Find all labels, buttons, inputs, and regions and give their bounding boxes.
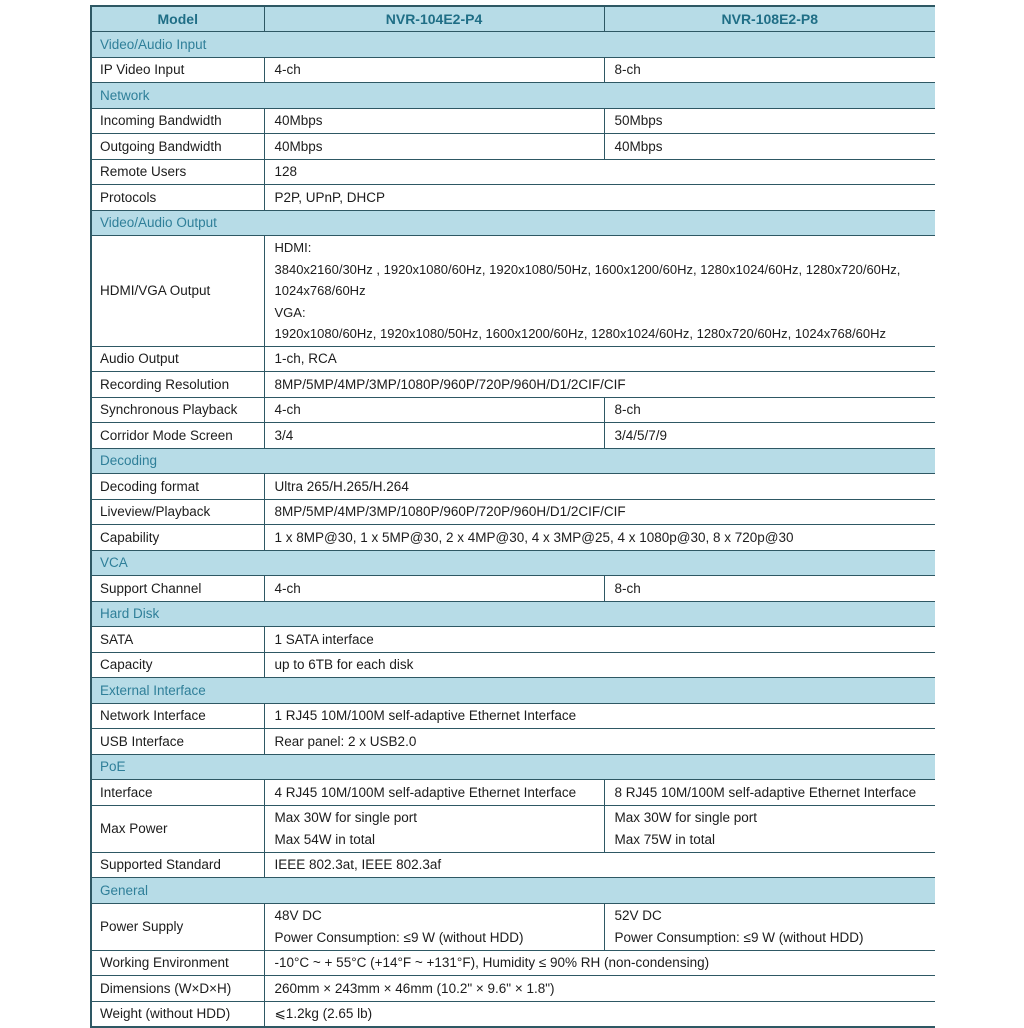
row-decoding-format <box>91 474 935 500</box>
row-label: HDMI/VGA Output <box>91 236 264 347</box>
row-value: 1-ch, RCA <box>264 346 935 372</box>
row-value-right: 8 RJ45 10M/100M self-adaptive Ethernet Interface <box>604 780 935 806</box>
row-max-power <box>91 805 935 852</box>
power-supply-left-line1: 48V DC <box>274 908 322 923</box>
row-label: Interface <box>91 780 264 806</box>
row-value: 1 SATA interface <box>264 627 935 653</box>
row-label: Capability <box>91 525 264 551</box>
row-label: Synchronous Playback <box>91 397 264 423</box>
row-value-left <box>264 903 604 950</box>
row-supported-standard <box>91 852 935 878</box>
row-value: 8MP/5MP/4MP/3MP/1080P/960P/720P/960H/D1/2CIF/CIF <box>264 499 935 525</box>
row-label: Capacity <box>91 652 264 678</box>
section-title: Network <box>91 83 935 109</box>
section-poe <box>91 754 935 780</box>
row-corridor-mode-screen <box>91 423 935 449</box>
section-title: External Interface <box>91 678 935 704</box>
row-outgoing-bandwidth <box>91 134 935 160</box>
section-title: General <box>91 878 935 904</box>
row-value: ⩽1.2kg (2.65 lb) <box>264 1001 935 1027</box>
row-weight <box>91 1001 935 1027</box>
hdmi-heading: HDMI: <box>274 240 312 255</box>
power-supply-right-line2: Power Consumption: ≤9 W (without HDD) <box>614 929 864 945</box>
max-power-right-line2: Max 75W in total <box>614 831 716 847</box>
power-supply-right-line1: 52V DC <box>614 908 662 923</box>
section-decoding <box>91 448 935 474</box>
row-label: IP Video Input <box>91 57 264 83</box>
row-label: Liveview/Playback <box>91 499 264 525</box>
row-dimensions <box>91 976 935 1002</box>
row-power-supply <box>91 903 935 950</box>
row-value-left: 40Mbps <box>264 134 604 160</box>
row-label: Recording Resolution <box>91 372 264 398</box>
row-value <box>264 236 935 347</box>
section-video-audio-input <box>91 32 935 58</box>
row-value-left: 3/4 <box>264 423 604 449</box>
max-power-right-line1: Max 30W for single port <box>614 810 758 825</box>
row-label: Max Power <box>91 805 264 852</box>
row-label: Incoming Bandwidth <box>91 108 264 134</box>
row-value: up to 6TB for each disk <box>264 652 935 678</box>
section-title: Video/Audio Output <box>91 210 935 236</box>
row-value: Rear panel: 2 x USB2.0 <box>264 729 935 755</box>
section-title: Decoding <box>91 448 935 474</box>
table-header-row <box>91 6 935 32</box>
row-capability <box>91 525 935 551</box>
row-value: 260mm × 243mm × 46mm (10.2" × 9.6" × 1.8") <box>264 976 935 1002</box>
section-general <box>91 878 935 904</box>
row-protocols <box>91 185 935 211</box>
spec-table <box>90 5 935 1028</box>
row-label: Network Interface <box>91 703 264 729</box>
row-poe-interface <box>91 780 935 806</box>
row-label: Audio Output <box>91 346 264 372</box>
row-label: Decoding format <box>91 474 264 500</box>
row-ip-video-input <box>91 57 935 83</box>
power-supply-left-line2: Power Consumption: ≤9 W (without HDD) <box>274 929 524 945</box>
section-network <box>91 83 935 109</box>
row-liveview-playback <box>91 499 935 525</box>
hdmi-resolutions: 3840x2160/30Hz , 1920x1080/60Hz, 1920x1080/50Hz, 1600x1200/60Hz, 1280x1024/60Hz, 1280x720/60Hz, 1024x768/60Hz <box>274 261 901 298</box>
row-value: Ultra 265/H.265/H.264 <box>264 474 935 500</box>
row-support-channel <box>91 576 935 602</box>
row-value-right <box>604 805 935 852</box>
section-external-interface <box>91 678 935 704</box>
row-label: Protocols <box>91 185 264 211</box>
row-value-left: 4-ch <box>264 576 604 602</box>
row-hdmi-vga-output <box>91 236 935 347</box>
row-value-right: 8-ch <box>604 57 935 83</box>
row-sata <box>91 627 935 653</box>
row-audio-output <box>91 346 935 372</box>
row-value-right <box>604 903 935 950</box>
row-value-right: 50Mbps <box>604 108 935 134</box>
row-network-interface <box>91 703 935 729</box>
row-label: Remote Users <box>91 159 264 185</box>
row-value-right: 8-ch <box>604 397 935 423</box>
vga-resolutions: 1920x1080/60Hz, 1920x1080/50Hz, 1600x1200/60Hz, 1280x1024/60Hz, 1280x720/60Hz, 1024x768/60Hz <box>274 326 886 341</box>
row-synchronous-playback <box>91 397 935 423</box>
section-title: Hard Disk <box>91 601 935 627</box>
row-capacity <box>91 652 935 678</box>
row-value: 1 RJ45 10M/100M self-adaptive Ethernet Interface <box>264 703 935 729</box>
row-label: Outgoing Bandwidth <box>91 134 264 160</box>
row-label: Corridor Mode Screen <box>91 423 264 449</box>
section-title: PoE <box>91 754 935 780</box>
header-model-left: NVR-104E2-P4 <box>264 6 604 32</box>
section-title: VCA <box>91 550 935 576</box>
row-usb-interface <box>91 729 935 755</box>
section-video-audio-output <box>91 210 935 236</box>
section-title: Video/Audio Input <box>91 32 935 58</box>
row-label: Dimensions (W×D×H) <box>91 976 264 1002</box>
row-value-right: 8-ch <box>604 576 935 602</box>
header-model-right: NVR-108E2-P8 <box>604 6 935 32</box>
row-remote-users <box>91 159 935 185</box>
row-value: 1 x 8MP@30, 1 x 5MP@30, 2 x 4MP@30, 4 x 3MP@25, 4 x 1080p@30, 8 x 720p@30 <box>264 525 935 551</box>
row-value-left: 4 RJ45 10M/100M self-adaptive Ethernet Interface <box>264 780 604 806</box>
row-working-environment <box>91 950 935 976</box>
row-value: P2P, UPnP, DHCP <box>264 185 935 211</box>
header-model-cell: Model <box>91 6 264 32</box>
vga-heading: VGA: <box>274 304 306 320</box>
row-value-right: 3/4/5/7/9 <box>604 423 935 449</box>
row-label: Support Channel <box>91 576 264 602</box>
row-value: 8MP/5MP/4MP/3MP/1080P/960P/720P/960H/D1/2CIF/CIF <box>264 372 935 398</box>
row-label: Supported Standard <box>91 852 264 878</box>
max-power-left-line2: Max 54W in total <box>274 831 376 847</box>
row-label: Power Supply <box>91 903 264 950</box>
spec-sheet-page <box>90 5 934 1028</box>
row-label: SATA <box>91 627 264 653</box>
row-value-left: 40Mbps <box>264 108 604 134</box>
row-label: USB Interface <box>91 729 264 755</box>
section-hard-disk <box>91 601 935 627</box>
row-value: IEEE 802.3at, IEEE 802.3af <box>264 852 935 878</box>
row-value: 128 <box>264 159 935 185</box>
row-value-right: 40Mbps <box>604 134 935 160</box>
max-power-left-line1: Max 30W for single port <box>274 810 418 825</box>
row-incoming-bandwidth <box>91 108 935 134</box>
row-value-left: 4-ch <box>264 397 604 423</box>
row-label: Weight (without HDD) <box>91 1001 264 1027</box>
section-vca <box>91 550 935 576</box>
row-value: -10°C ~ + 55°C (+14°F ~ +131°F), Humidity ≤ 90% RH (non-condensing) <box>264 950 935 976</box>
row-recording-resolution <box>91 372 935 398</box>
row-value-left: 4-ch <box>264 57 604 83</box>
row-value-left <box>264 805 604 852</box>
row-label: Working Environment <box>91 950 264 976</box>
